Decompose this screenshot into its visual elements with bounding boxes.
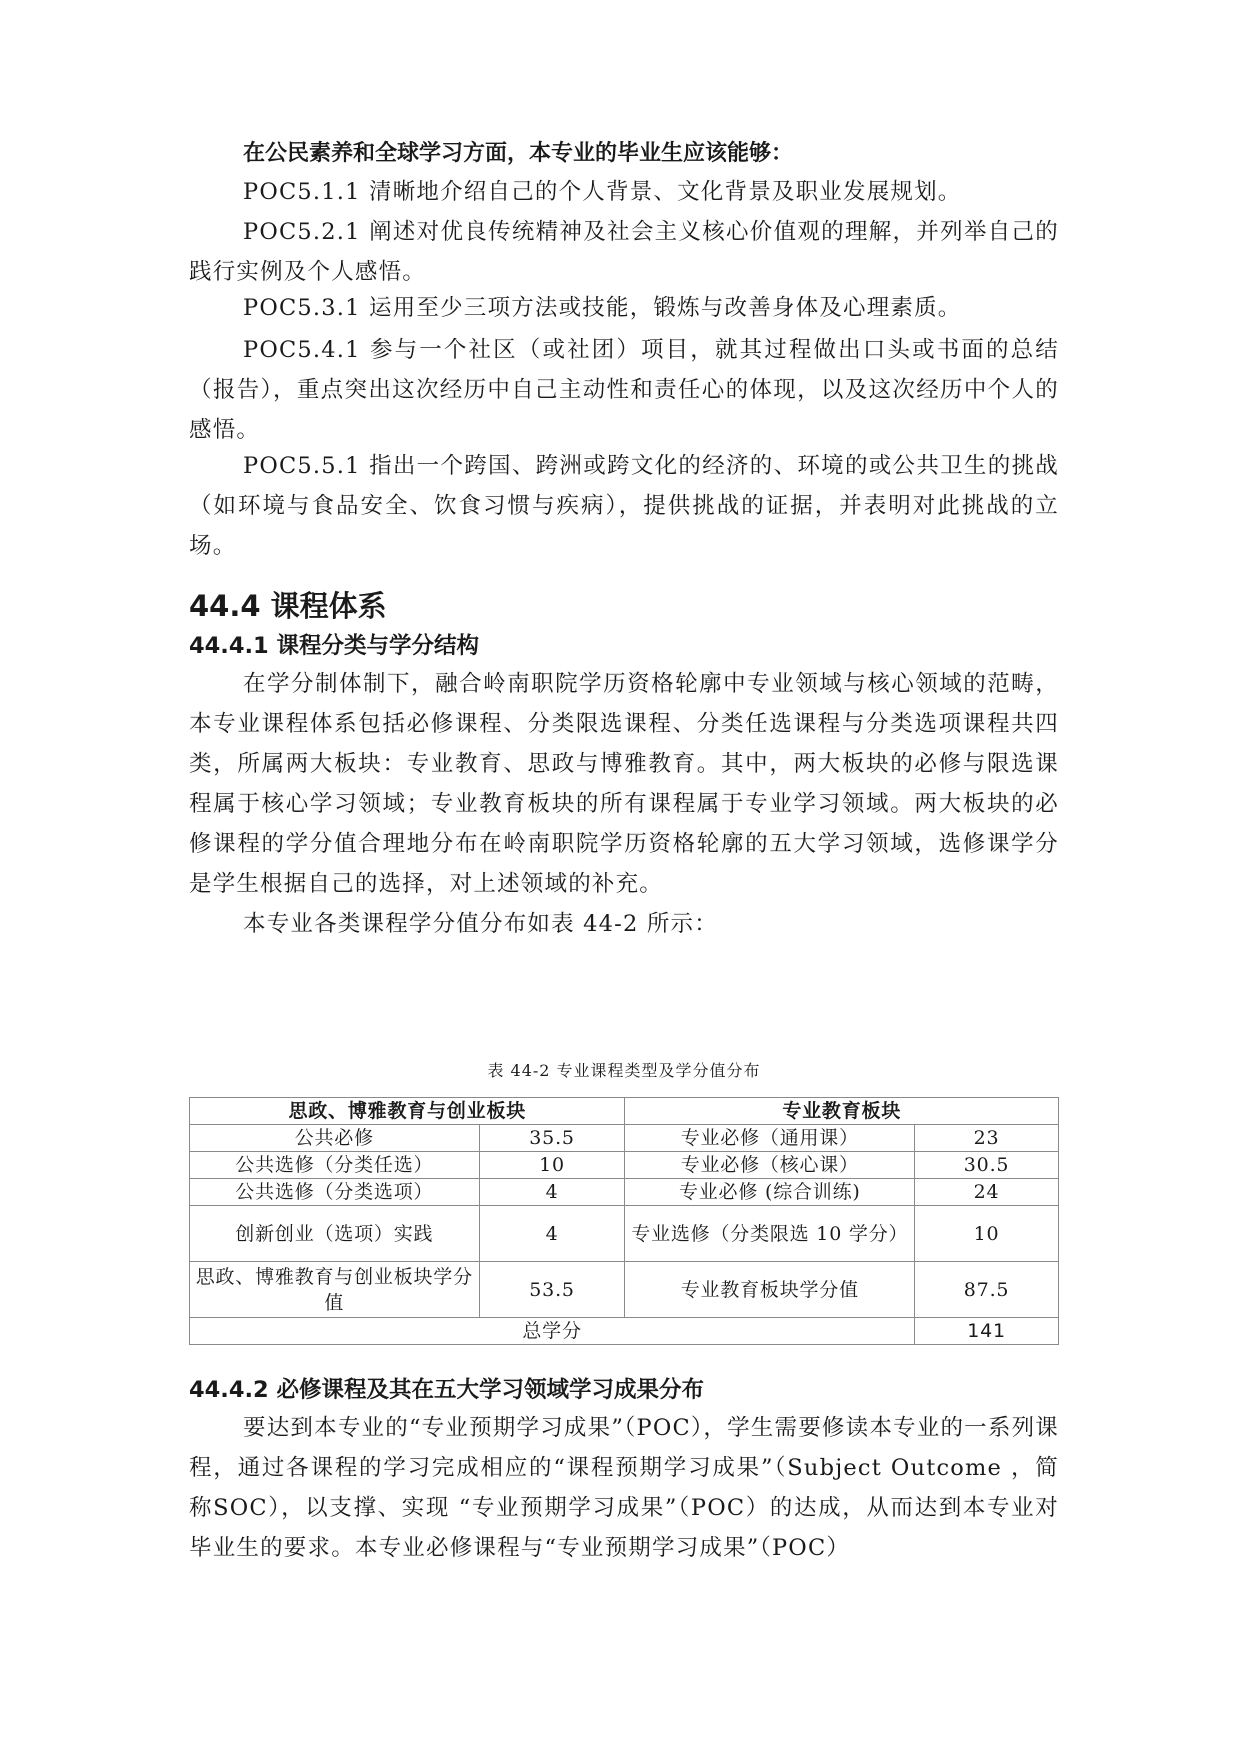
table-cell: 23 [915, 1125, 1059, 1152]
paragraph-poc-support: 要达到本专业的“专业预期学习成果”（POC），学生需要修读本专业的一系列课程，通过各课程的学习完成相应的“课程预期学习成果”（Subject Outcome ，简称SOC），以支撑、实现 “专业预期学习成果”（POC）的达成，从而达到本专业对毕业生的要求。本专业必修课程与“专业预期学习成果”（POC） [189, 1415, 1059, 1561]
table-caption: 表 44-2 专业课程类型及学分值分布 [487, 1061, 761, 1080]
subsection-title-44-4-2: 44.4.2 必修课程及其在五大学习领域学习成果分布 [189, 1377, 705, 1403]
table-cell: 10 [915, 1206, 1059, 1262]
table-cell: 53.5 [479, 1262, 625, 1318]
table-header-row [190, 1098, 1059, 1125]
table-cell: 87.5 [915, 1262, 1059, 1318]
table-cell: 公共选修（分类任选） [190, 1152, 480, 1179]
table-row [190, 1206, 1059, 1262]
poc5-item-2: POC5.2.1 阐述对优良传统精神及社会主义核心价值观的理解，并列举自己的践行实例及个人感悟。 [189, 219, 1059, 285]
poc5-item-4: POC5.4.1 参与一个社区（或社团）项目，就其过程做出口头或书面的总结（报告），重点突出这次经历中自己主动性和责任心的体现，以及这次经历中个人的感悟。 [189, 337, 1059, 443]
table-cell: 思政、博雅教育与创业板块学分值 [190, 1262, 480, 1318]
table-row [190, 1262, 1059, 1318]
poc5-item-1: POC5.1.1 清晰地介绍自己的个人背景、文化背景及职业发展规划。 [243, 179, 962, 205]
table-cell: 专业教育板块学分值 [625, 1262, 915, 1318]
table-header-left: 思政、博雅教育与创业板块 [190, 1098, 625, 1125]
table-cell: 公共选修（分类选项） [190, 1179, 480, 1206]
table-total-value: 141 [915, 1318, 1059, 1345]
table-header-right: 专业教育板块 [625, 1098, 1059, 1125]
table-cell: 专业选修（分类限选 10 学分） [625, 1206, 915, 1262]
poc5-item-5: POC5.5.1 指出一个跨国、跨洲或跨文化的经济的、环境的或公共卫生的挑战（如环境与食品安全、饮食习惯与疾病），提供挑战的证据，并表明对此挑战的立场。 [189, 453, 1059, 559]
paragraph-course-system: 在学分制体制下，融合岭南职院学历资格轮廓中专业领域与核心领域的范畴，本专业课程体系包括必修课程、分类限选课程、分类任选课程与分类选项课程共四类，所属两大板块：专业教育、思政与博雅教育。其中，两大板块的必修与限选课程属于核心学习领域；专业教育板块的所有课程属于专业学习领域。两大板块的必修课程的学分值合理地分布在岭南职院学历资格轮廓的五大学习领域，选修课学分是学生根据自己的选择，对上述领域的补充。 [189, 671, 1059, 897]
table-row [190, 1179, 1059, 1206]
table-total-label: 总学分 [190, 1318, 915, 1345]
table-total-row [190, 1318, 1059, 1345]
table-cell: 4 [479, 1179, 625, 1206]
table-cell: 专业必修（通用课） [625, 1125, 915, 1152]
table-cell: 30.5 [915, 1152, 1059, 1179]
poc5-lead: 在公民素养和全球学习方面，本专业的毕业生应该能够： [243, 141, 794, 166]
table-cell: 创新创业（选项）实践 [190, 1206, 480, 1262]
section-title-44-4: 44.4 课程体系 [189, 589, 387, 623]
table-cell: 公共必修 [190, 1125, 480, 1152]
table-row [190, 1152, 1059, 1179]
table-cell: 35.5 [479, 1125, 625, 1152]
paragraph-table-intro: 本专业各类课程学分值分布如表 44-2 所示： [243, 911, 718, 937]
table-row [190, 1125, 1059, 1152]
table-cell: 10 [479, 1152, 625, 1179]
table-cell: 专业必修（核心课） [625, 1152, 915, 1179]
table-cell: 4 [479, 1206, 625, 1262]
subsection-title-44-4-1: 44.4.1 课程分类与学分结构 [189, 633, 480, 659]
table-cell: 专业必修 (综合训练) [625, 1179, 915, 1206]
credits-table [189, 1097, 1059, 1345]
table-cell: 24 [915, 1179, 1059, 1206]
poc5-item-3: POC5.3.1 运用至少三项方法或技能，锻炼与改善身体及心理素质。 [243, 295, 962, 321]
